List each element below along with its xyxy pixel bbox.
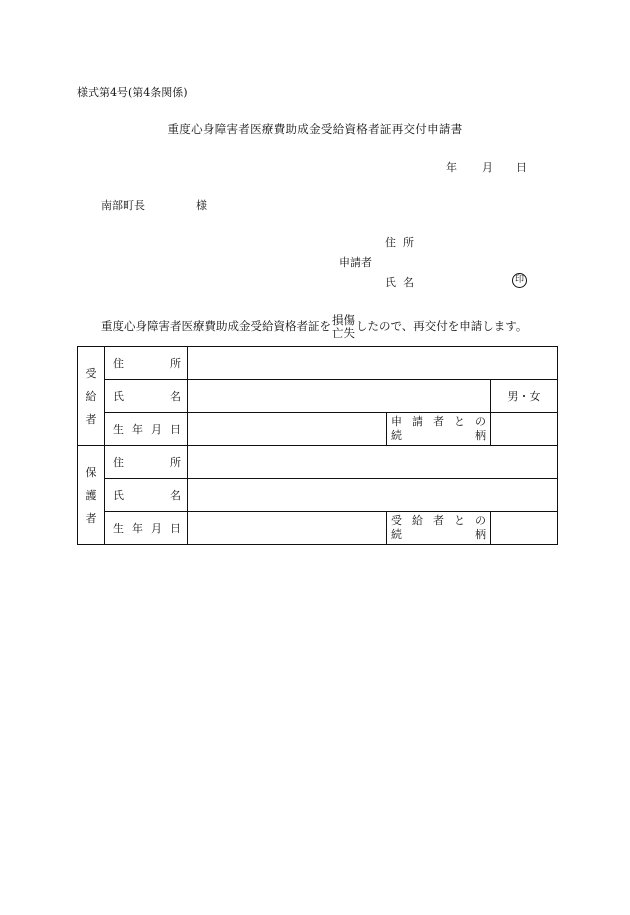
form-number: 様式第4号(第4条関係) xyxy=(77,86,188,99)
table-row xyxy=(78,479,558,512)
recipient-birthdate-label: 生 年 月 日 xyxy=(105,413,188,446)
applicant-label: 申請者 xyxy=(339,256,372,269)
relation-to-recipient-field[interactable] xyxy=(491,512,558,545)
choice-damaged: 損傷 xyxy=(332,313,355,327)
guardian-name-label: 氏 名 xyxy=(105,479,188,512)
addressee: 南部町長 xyxy=(101,199,145,212)
table-row xyxy=(78,380,558,413)
guardian-address-label: 住 所 xyxy=(105,446,188,479)
document-title: 重度心身障害者医療費助成金受給資格者証再交付申請書 xyxy=(167,122,463,136)
relation-to-applicant-label: 申 請 者 と の 続 柄 xyxy=(387,413,491,446)
recipient-birthdate-field[interactable] xyxy=(188,413,387,446)
honorific: 様 xyxy=(196,199,207,212)
recipient-group-label: 受 給 者 xyxy=(78,347,105,446)
recipient-address-field[interactable] xyxy=(188,347,558,380)
seal-mark: 印 xyxy=(512,273,527,288)
guardian-group-label: 保 護 者 xyxy=(78,446,105,545)
guardian-birthdate-label: 生 年 月 日 xyxy=(105,512,188,545)
guardian-address-field[interactable] xyxy=(188,446,558,479)
relation-to-recipient-label: 受 給 者 と の 続 柄 xyxy=(387,512,491,545)
applicant-address-label: 住所 xyxy=(385,236,421,249)
table-row xyxy=(78,446,558,479)
table-row xyxy=(78,347,558,380)
table-row xyxy=(78,512,558,545)
relation-to-applicant-field[interactable] xyxy=(491,413,558,446)
statement-prefix: 重度心身障害者医療費助成金受給資格者証を xyxy=(101,319,331,334)
recipient-name-label: 氏 名 xyxy=(105,380,188,413)
guardian-name-field[interactable] xyxy=(188,479,558,512)
recipient-sex-field[interactable]: 男・女 xyxy=(491,380,558,413)
statement-suffix: したので、再交付を申請します。 xyxy=(356,319,528,334)
guardian-birthdate-field[interactable] xyxy=(188,512,387,545)
applicant-name-label: 氏名 xyxy=(385,276,421,289)
statement-choice xyxy=(332,314,355,340)
choice-lost: 亡失 xyxy=(332,326,355,340)
date-year-label: 年 xyxy=(446,161,457,174)
date-month-label: 月 xyxy=(482,161,493,174)
statement xyxy=(101,314,527,340)
recipient-address-label: 住 所 xyxy=(105,347,188,380)
recipient-name-field[interactable] xyxy=(188,380,491,413)
date-day-label: 日 xyxy=(516,161,527,174)
table-row xyxy=(78,413,558,446)
application-table xyxy=(77,346,558,545)
